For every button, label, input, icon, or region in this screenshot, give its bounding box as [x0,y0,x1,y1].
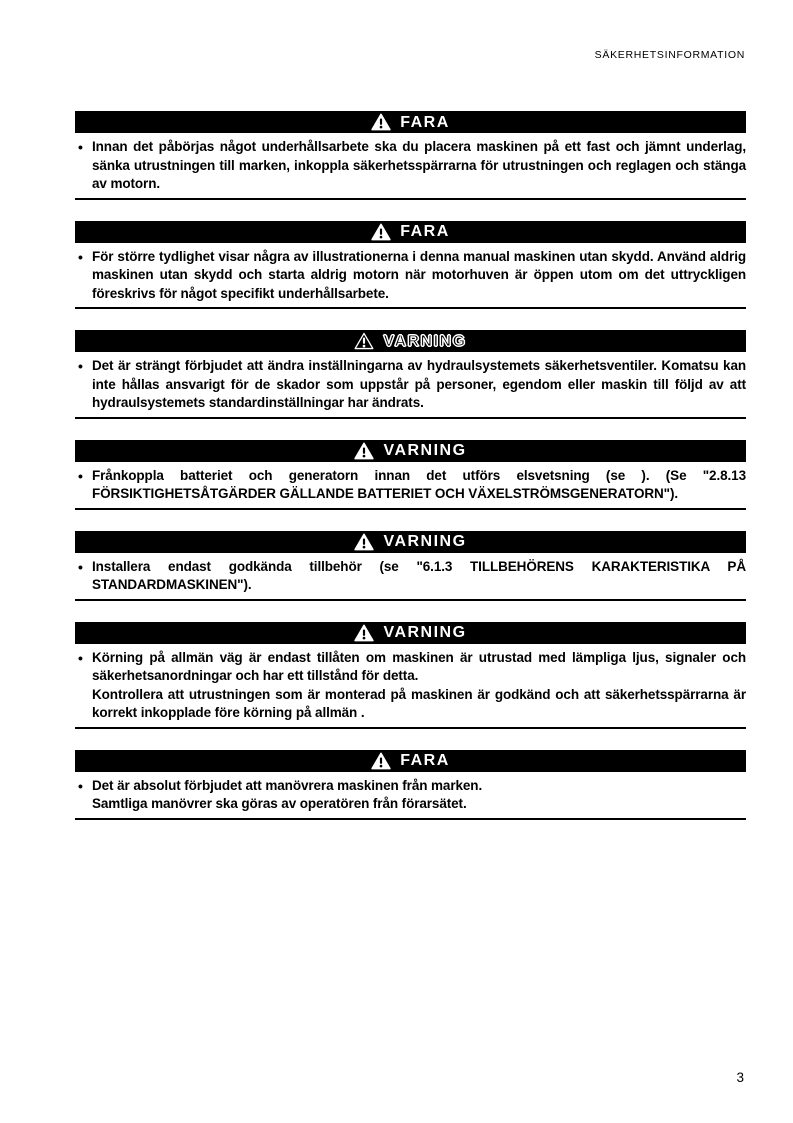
warning-triangle-icon [354,624,374,642]
section-divider-line [75,417,746,419]
safety-warning-section-6 [75,622,746,729]
bullet-marker: • [78,558,83,575]
bullet-marker: • [78,467,83,484]
warning-banner-label: FARA [400,113,450,131]
safety-warning-section-3 [75,330,746,419]
warning-paragraph: Samtliga manövrer ska göras av operatören från förarsätet. [92,796,467,811]
document-content [75,111,746,841]
bullet-marker: • [78,358,83,374]
warning-banner-label: VARNING [383,442,467,459]
warning-paragraph: Körning på allmän väg är endast tillåten om maskinen är utrustad med lämpliga ljus, signaler och säkerhetsanordningar och har ett tillstånd för detta. [92,649,746,683]
section-divider-line [75,727,746,729]
warning-triangle-icon [371,752,391,770]
warning-list-item [75,357,746,413]
section-divider-line [75,198,746,200]
safety-warning-section-7 [75,750,746,820]
warning-banner [75,750,746,772]
section-divider-line [75,818,746,820]
warning-triangle-icon [371,223,391,241]
page-header-title: SÄKERHETSINFORMATION [594,49,745,61]
safety-warning-section-4 [75,440,746,510]
section-divider-line [75,599,746,601]
warning-paragraph: Installera endast godkända tillbehör (se "6.1.3 TILLBEHÖRENS KARAKTERISTIKA PÅ STANDARDMASKINEN"). [92,558,746,592]
bullet-marker: • [78,649,83,666]
warning-banner [75,330,746,352]
warning-list-item [75,558,746,595]
safety-warning-section-5 [75,531,746,601]
warning-banner [75,622,746,644]
warning-paragraph: Kontrollera att utrustningen som är monterad på maskinen är godkänd och att säkerhetsspärrarna är korrekt inkopplade före körning på allmän . [92,686,746,720]
section-divider-line [75,307,746,309]
warning-banner [75,440,746,462]
safety-warning-section-2 [75,221,746,310]
warning-list-item [75,467,746,504]
warning-paragraph: Frånkoppla batteriet och generatorn innan det utförs elsvetsning (se ). (Se "2.8.13 FÖRSIKTIGHETSÅTGÄRDER GÄLLANDE BATTERIET OCH VÄXELSTRÖMSGENERATORN"). [92,467,746,501]
warning-paragraph: Det är strängt förbjudet att ändra inställningarna av hydraulsystemets säkerhetsventiler. Komatsu kan inte hållas ansvarigt för de skador som uppstår på personer, egendom eller maskin till följd av att hydraulsystemets standardinställningar har ändrats. [92,358,746,410]
warning-list-item [75,248,746,304]
warning-banner-label: FARA [400,223,450,240]
warning-paragraph: Innan det påbörjas något underhållsarbete ska du placera maskinen på ett fast och jämnt underlag, sänka utrustningen till marken, inkoppla säkerhetsspärrarna för utrustningen och reglagen och stänga av motorn. [92,139,746,191]
warning-list-item [75,777,746,814]
warning-triangle-icon [371,113,391,131]
warning-banner [75,221,746,243]
warning-paragraph: Det är absolut förbjudet att manövrera maskinen från marken. [92,777,483,793]
bullet-marker: • [78,777,83,794]
warning-banner [75,111,746,133]
warning-triangle-icon [354,332,374,350]
warning-triangle-icon [354,533,374,551]
section-divider-line [75,508,746,510]
warning-triangle-icon [354,442,374,460]
warning-banner-label: VARNING [383,533,467,550]
warning-banner-label: VARNING [383,624,467,641]
bullet-marker: • [78,248,83,265]
page-number: 3 [736,1070,744,1085]
bullet-marker: • [78,139,83,155]
warning-list-item [75,138,746,194]
warning-list-item [75,649,746,723]
warning-banner [75,531,746,553]
warning-banner-label: VARNING [383,332,467,350]
warning-paragraph: För större tydlighet visar några av illustrationerna i denna manual maskinen utan skydd. Använd aldrig maskinen utan skydd och starta aldrig motorn när motorhuven är öppen utom om det uttryckligen föreskrivs för något specifikt underhållsarbete. [92,248,746,301]
safety-warning-section-1 [75,111,746,200]
warning-banner-label: FARA [400,752,450,769]
